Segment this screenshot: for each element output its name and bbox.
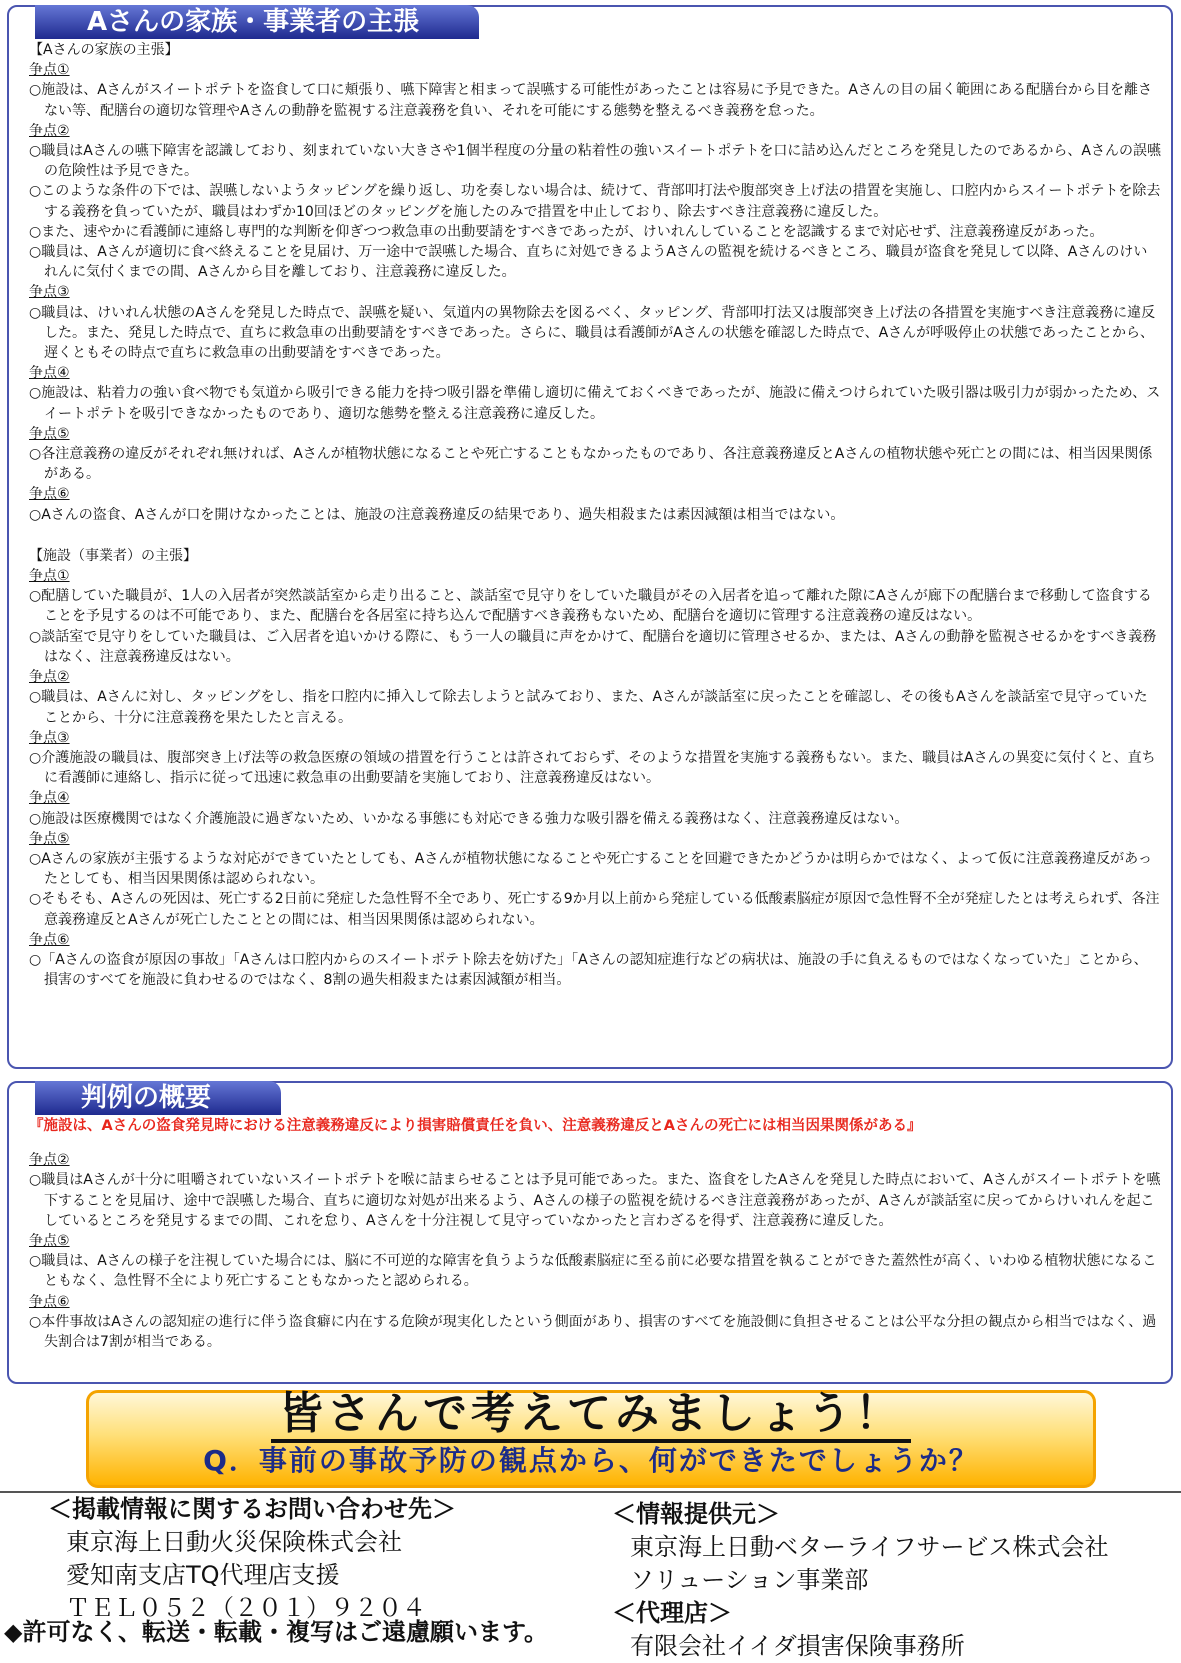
issue-heading: 争点④ — [29, 790, 70, 807]
contact-phone: ＴＥＬ０５２（２０１）９２０４ — [66, 1594, 426, 1622]
issue-heading: 争点③ — [29, 284, 70, 301]
issue-paragraph: ○このような条件の下では、誤嚥しないようタッピングを繰り返し、功を奏しない場合は、続けて、背部叩打法や腹部突き上げ法の措置を実施し、口腔内からスイートポテトを除去する義務を負っていたが、職員はわずか10回ほどのタッピングを施したのみで措置を中止しており、除去すべき注意義務に違反した。 — [29, 183, 1161, 220]
issue-heading: 争点② — [29, 669, 70, 686]
family-claims-list — [29, 60, 1161, 525]
provider-info — [612, 1498, 1109, 1663]
issue-paragraph: ○職員は、Aさんに対し、タッピングをし、指を口腔内に挿入して除去しようと試みており、また、Aさんが談話室に戻ったことを確認し、その後もAさんを談話室で見守っていたことから、十分に注意義務を果たしたと言える。 — [29, 689, 1148, 726]
facility-claims-heading: 【施設（事業者）の主張】 — [29, 547, 197, 564]
issue-heading: 争点① — [29, 568, 70, 585]
copyright-notice: ◆許可なく、転送・転載・複写はご遠慮願います。 — [4, 1618, 549, 1646]
contact-info — [48, 1493, 456, 1625]
issue-paragraph: ○施設は、粘着力の強い食べ物でも気道から吸引できる能力を持つ吸引器を準備し適切に備えておくべきであったが、施設に備えつけられていた吸引器は吸引力が弱かったため、スイートポテトを吸引できなかったものであり、適切な態勢を整える注意義務に違反した。 — [29, 385, 1161, 422]
issue-heading: 争点② — [29, 1152, 70, 1169]
ruling-list — [29, 1150, 1161, 1352]
issue-paragraph: ○Aさんの盗食、Aさんが口を開けなかったことは、施設の注意義務違反の結果であり、過失相殺または素因減額は相当ではない。 — [29, 506, 845, 523]
agency-line: 有限会社イイダ損害保険事務所 — [630, 1632, 965, 1660]
provider-line: ソリューション事業部 — [630, 1566, 869, 1594]
issue-paragraph: ○配膳していた職員が、1人の入居者が突然談話室から走り出ること、談話室で見守りをしていた職員がその入居者を追って離れた隙にAさんが廊下の配膳台まで移動して盗食することを予見するのは不可能であり、また、配膳台を各居室に持ち込んで配膳すべき義務もないため、配膳台を適切に管理する注意義務の違反はない。 — [29, 588, 1152, 625]
agency-heading: ＜代理店＞ — [612, 1599, 732, 1627]
banner-question: Q．事前の事故予防の観点から、何ができたでしょうか？ — [203, 1444, 979, 1477]
contact-line: 愛知南支店TQ代理店支援 — [66, 1561, 340, 1589]
provider-line: 東京海上日動ベターライフサービス株式会社 — [630, 1533, 1109, 1561]
issue-heading: 争点④ — [29, 365, 70, 382]
issue-paragraph: ○談話室で見守りをしていた職員は、ご入居者を追いかける際に、もう一人の職員に声をかけて、配膳台を適切に管理させるか、または、Aさんの動静を監視させるかをすべき義務はなく、注意義務違反はない。 — [29, 628, 1157, 665]
ruling-holding: 『施設は、Aさんの盗食発見時における注意義務違反により損害賠償責任を負い、注意義務違反とAさんの死亡には相当因果関係がある』 — [29, 1118, 922, 1134]
issue-paragraph: ○各注意義務の違反がそれぞれ無ければ、Aさんが植物状態になることや死亡することもなかったものであり、各注意義務違反とAさんの植物状態や死亡との間には、相当因果関係がある。 — [29, 446, 1153, 483]
issue-heading: 争点⑤ — [29, 830, 70, 847]
discussion-banner — [86, 1390, 1096, 1488]
contact-heading: ＜掲載情報に関するお問い合わせ先＞ — [48, 1495, 456, 1523]
issue-paragraph: ○Aさんの家族が主張するような対応ができていたとしても、Aさんが植物状態になることや死亡することを回避できたかどうかは明らかではなく、よって仮に注意義務違反があったとしても、相当因果関係は認められない。 — [29, 850, 1152, 888]
banner-title: 皆さんで考えてみましょう！ — [271, 1388, 911, 1443]
issue-heading: 争点③ — [29, 729, 70, 746]
issue-paragraph: ○「Aさんの盗食が原因の事故」「Aさんは口腔内からのスイートポテト除去を妨げた」「Aさんの認知症進行などの病状は、施設の手に負えるものではなくなっていた」ことから、損害のすべてを施設に負わせるのではなく、8割の過失相殺または素因減額が相当。 — [29, 951, 1148, 989]
issue-paragraph: ○施設は医療機関ではなく介護施設に過ぎないため、いかなる事態にも対応できる強力な吸引器を備える義務はなく、注意義務違反はない。 — [29, 810, 909, 827]
issue-heading: 争点② — [29, 122, 70, 139]
issue-paragraph: ○職員は、Aさんが適切に食べ終えることを見届け、万一途中で誤嚥した場合、直ちに対処できるようAさんの監視を続けるべきところ、職員が盗食を発見して以降、Aさんのけいれんに気付くまでの間、Aさんから目を離しており、注意義務に違反した。 — [29, 244, 1148, 281]
ruling-panel-title: 判例の概要 — [35, 1081, 281, 1115]
claims-panel-title: Aさんの家族・事業者の主張 — [35, 5, 479, 39]
issue-paragraph: ○介護施設の職員は、腹部突き上げ法等の救急医療の領域の措置を行うことは許されておらず、そのような措置を実施する義務もない。また、職員はAさんの異変に気付くと、直ちに看護師に連絡し、指示に従って迅速に救急車の出動要請を実施しており、注意義務違反はない。 — [29, 749, 1156, 787]
issue-paragraph: ○そもそも、Aさんの死因は、死亡する2日前に発症した急性腎不全であり、死亡する9か月以上前から発症している低酸素脳症が原因で急性腎不全が発症したとは考えられず、各注意義務違反とAさんが死亡したこととの間には、相当因果関係は認められない。 — [29, 891, 1160, 928]
issue-heading: 争点⑤ — [29, 425, 70, 442]
provider-heading: ＜情報提供元＞ — [612, 1500, 780, 1528]
issue-paragraph: ○職員はAさんが十分に咀嚼されていないスイートポテトを喉に詰まらせることは予見可能であった。また、盗食をしたAさんを発見した時点において、Aさんがスイートポテトを嚥下することを見届け、途中で誤嚥した場合、直ちに適切な対処が出来るよう、Aさんの様子の監視を続けるべき注意義務があったが、Aさんが談話室に戻ってからけいれんを起こしているところを発見するまでの間、これを怠り、Aさんを十分注視して見守っていなかったと言わざるを得ず、注意義務に違反した。 — [29, 1172, 1161, 1229]
issue-paragraph: ○施設は、Aさんがスイートポテトを盗食して口に頬張り、嚥下障害と相まって誤嚥する可能性があったことは容易に予見できた。Aさんの目の届く範囲にある配膳台から目を離さない等、配膳台の適切な管理やAさんの動静を監視する注意義務を負い、それを可能にする態勢を整えるべき義務を怠った。 — [29, 82, 1152, 119]
ruling-panel — [7, 1081, 1173, 1384]
issue-heading: 争点⑥ — [29, 931, 70, 948]
contact-line: 東京海上日動火災保険株式会社 — [66, 1528, 402, 1556]
claims-panel — [7, 5, 1173, 1069]
issue-paragraph: ○本件事故はAさんの認知症の進行に伴う盗食癖に内在する危険が現実化したという側面があり、損害のすべてを施設側に負担させることは公平な分担の観点から相当ではなく、過失割合は7割が相当である。 — [29, 1313, 1157, 1351]
issue-paragraph: ○職員はAさんの嚥下障害を認識しており、刻まれていない大きさや1個半程度の分量の粘着性の強いスイートポテトを口に詰め込んだところを発見したのであるから、Aさんの誤嚥の危険性は予見できた。 — [29, 143, 1161, 180]
family-claims-heading: 【Aさんの家族の主張】 — [29, 42, 179, 58]
issue-paragraph: ○職員は、Aさんの様子を注視していた場合には、脳に不可逆的な障害を負うような低酸素脳症に至る前に必要な措置を執ることができた蓋然性が高く、いわゆる植物状態になることもなく、急性腎不全により死亡することもなかったと認められる。 — [29, 1253, 1157, 1290]
issue-paragraph: ○職員は、けいれん状態のAさんを発見した時点で、誤嚥を疑い、気道内の異物除去を図るべく、タッピング、背部叩打法又は腹部突き上げ法の各措置を実施すべき注意義務に違反した。また、発見した時点で、直ちに救急車の出動要請をすべきであった。さらに、職員は看護師がAさんの状態を確認した時点で、Aさんが呼吸停止の状態であったことから、遅くともその時点で直ちに救急車の出動要請をすべきであった。 — [29, 304, 1156, 362]
issue-heading: 争点⑥ — [29, 486, 70, 503]
issue-heading: 争点⑥ — [29, 1293, 70, 1310]
issue-paragraph: ○また、速やかに看護師に連絡し専門的な判断を仰ぎつつ救急車の出動要請をすべきであったが、けいれんしていることを認識するまで対応せず、注意義務違反があった。 — [29, 223, 1104, 240]
ruling-content — [29, 1116, 1161, 1352]
claims-content — [29, 40, 1161, 990]
issue-heading: 争点⑤ — [29, 1233, 70, 1250]
issue-heading: 争点① — [29, 62, 70, 79]
facility-claims-list — [29, 566, 1161, 990]
